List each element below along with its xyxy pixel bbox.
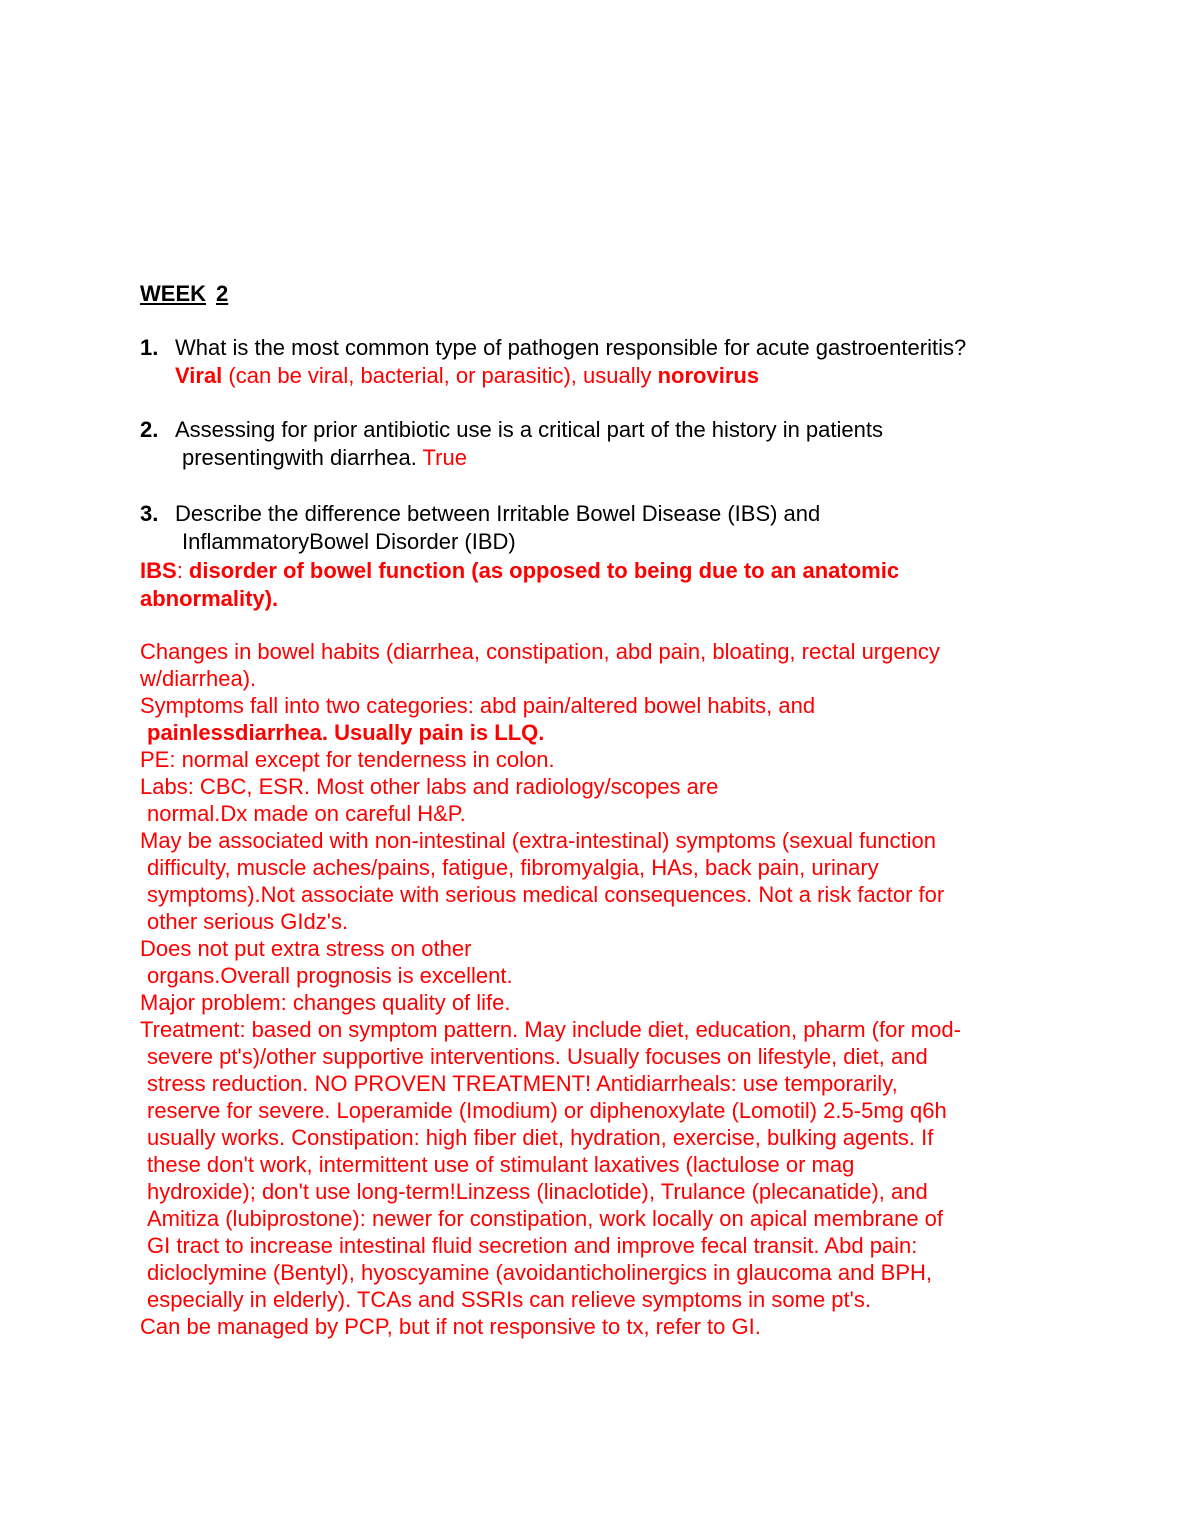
note-line: these don't work, intermittent use of stimulant laxatives (lactulose or mag [147, 1152, 855, 1177]
answer-1-norovirus: norovirus [657, 363, 760, 388]
question-3-line2: InflammatoryBowel Disorder (IBD) [182, 529, 516, 554]
note-line: GI tract to increase intestinal fluid secretion and improve fecal transit. Abd pain: [147, 1233, 918, 1258]
note-line: organs.Overall prognosis is excellent. [147, 963, 513, 988]
note-line: reserve for severe. Loperamide (Imodium) or diphenoxylate (Lomotil) 2.5-5mg q6h [147, 1098, 947, 1123]
question-2 [140, 416, 883, 472]
note-line: especially in elderly). TCAs and SSRIs can relieve symptoms in some pt's. [147, 1287, 871, 1312]
question-1-number: 1. [140, 335, 159, 360]
week-heading-number: 2 [216, 281, 229, 306]
question-1-text: What is the most common type of pathogen responsible for acute gastroenteritis? [175, 335, 967, 360]
answer-2: True [422, 445, 467, 470]
ibs-definition [140, 557, 899, 613]
note-line: difficulty, muscle aches/pains, fatigue, fibromyalgia, HAs, back pain, urinary [147, 855, 879, 880]
note-line: painlessdiarrhea. Usually pain is LLQ. [147, 720, 545, 745]
answer-1-detail: (can be viral, bacterial, or parasitic), usually [222, 363, 658, 388]
ibs-colon: : [176, 558, 183, 583]
question-2-line2: presentingwith diarrhea. [182, 445, 417, 470]
ibs-label: IBS [140, 558, 177, 583]
note-line: other serious GIdz's. [147, 909, 349, 934]
note-line: dicloclymine (Bentyl), hyoscyamine (avoidanticholinergics in glaucoma and BPH, [147, 1260, 933, 1285]
note-line: symptoms).Not associate with serious medical consequences. Not a risk factor for [147, 882, 945, 907]
question-1 [140, 334, 966, 390]
week-heading [140, 281, 228, 307]
week-heading-word: WEEK [140, 281, 206, 306]
ibs-notes [140, 638, 961, 1340]
note-line: Can be managed by PCP, but if not responsive to tx, refer to GI. [140, 1314, 761, 1339]
note-line: Major problem: changes quality of life. [140, 990, 511, 1015]
question-3 [140, 500, 820, 556]
note-line: May be associated with non-intestinal (extra-intestinal) symptoms (sexual function [140, 828, 937, 853]
note-line: Symptoms fall into two categories: abd pain/altered bowel habits, and [140, 693, 816, 718]
question-3-line1: Describe the difference between Irritable Bowel Disease (IBS) and [175, 501, 821, 526]
note-line: severe pt's)/other supportive interventions. Usually focuses on lifestyle, diet, and [147, 1044, 928, 1069]
ibs-def-line1: disorder of bowel function (as opposed to being due to an anatomic [182, 558, 900, 583]
question-2-line1: Assessing for prior antibiotic use is a critical part of the history in patients [175, 417, 883, 442]
note-line: hydroxide); don't use long-term!Linzess (linaclotide), Trulance (plecanatide), and [147, 1179, 928, 1204]
note-line: Labs: CBC, ESR. Most other labs and radiology/scopes are [140, 774, 719, 799]
note-line: normal.Dx made on careful H&P. [147, 801, 466, 826]
note-line: usually works. Constipation: high fiber diet, hydration, exercise, bulking agents. If [147, 1125, 934, 1150]
note-line: stress reduction. NO PROVEN TREATMENT! Antidiarrheals: use temporarily, [147, 1071, 898, 1096]
note-line: Amitiza (lubiprostone): newer for constipation, work locally on apical membrane of [147, 1206, 944, 1231]
note-line: Does not put extra stress on other [140, 936, 472, 961]
question-1-answer [140, 362, 966, 390]
note-line: w/diarrhea). [140, 666, 257, 691]
question-2-number: 2. [140, 417, 159, 442]
note-line: Treatment: based on symptom pattern. May include diet, education, pharm (for mod- [140, 1017, 961, 1042]
note-line: Changes in bowel habits (diarrhea, constipation, abd pain, bloating, rectal urgency [140, 639, 940, 664]
ibs-def-line2: abnormality). [140, 586, 279, 611]
answer-1-viral: Viral [175, 363, 223, 388]
question-3-number: 3. [140, 501, 159, 526]
note-line: PE: normal except for tenderness in colon. [140, 747, 555, 772]
